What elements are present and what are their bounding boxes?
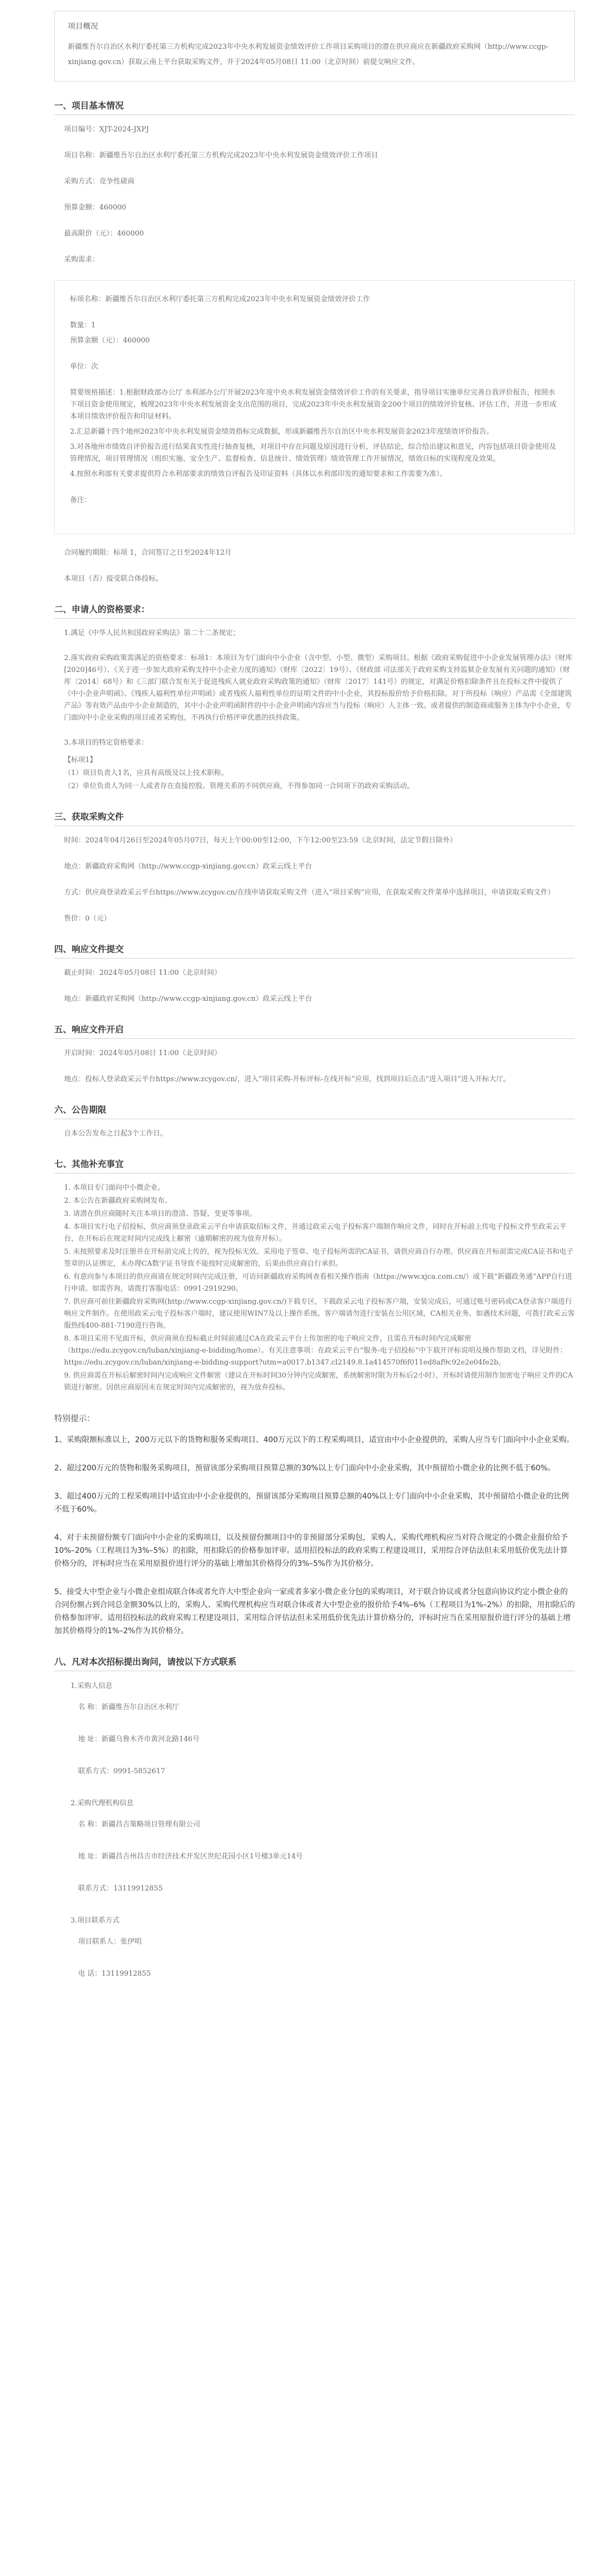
qualification-item: 【标项1】 (64, 756, 97, 764)
project-number: 项目编号：XJT-2024-JXPJ (64, 125, 149, 134)
special-notice-item: 2、超过200万元的货物和服务采购项目，预留该部分采购项目预算总额的30%以上专门面向中小企业采购，其中预留给小微企业的比例不低于60%。 (54, 1464, 555, 1473)
qualification-item: （2）单位负责人为同一人或者存在直接控股、管理关系的不同供应商，不得参加同一合同项下的政府采购活动。 (64, 782, 414, 790)
package-target: 标项名称：新疆维吾尔自治区水利厅委托第三方机构完成2023年中央水利发展资金绩效评价工作 (70, 295, 370, 303)
other-matter-item: 1. 本项目专门面向中小微企业。 (64, 1184, 165, 1192)
other-matter-item: 3. 请潜在供应商随时关注本项目的澄清、答疑、变更等事项。 (64, 1210, 257, 1218)
agency-address: 地 址：新疆昌吉州昌吉市经济技术开发区世纪花园小区1号楼3单元14号 (78, 1852, 303, 1861)
divider (54, 1038, 575, 1039)
submit-place: 地点：新疆政府采购网（http://www.ccgp-xinjiang.gov.cn）政采云线上平台 (64, 995, 312, 1003)
agency-phone: 联系方式：13119912855 (78, 1885, 163, 1893)
agency-name: 名 称：新疆昌吉策略项目管理有限公司 (78, 1820, 201, 1829)
open-place: 地点：投标人登录政采云平台https://www.zcygov.cn/，进入“项目采购-开标评标-在线开标”应用，找到项目后点击“进入项目”进入开标大厅。 (64, 1075, 510, 1083)
package-unit: 单位：次 (70, 363, 99, 371)
package-box (54, 280, 575, 534)
special-notice-title: 特别提示： (54, 1413, 95, 1423)
announcement-page (54, 11, 575, 2000)
get-doc-time: 时间：2024年04月26日至2024年05月07日，每天上午00:00至12:00，下午12:00至23:59（北京时间，法定节假日除外） (64, 836, 457, 845)
contract-period: 合同履约期限：标项 1，合同签订之日至2024年12月 (64, 549, 232, 557)
other-matter-item: 2. 本公告在新疆政府采购网发布。 (64, 1197, 172, 1205)
notice-period: 自本公告发布之日起3个工作日。 (64, 1130, 168, 1138)
package-brief-2: 2.汇总新疆十四个地州2023年中央水利发展资金绩效指标完成数据，形成新疆维吾尔自治区中央水利发展资金2023年度绩效评价报告。 (70, 428, 494, 436)
other-matter-item: 5. 未按照要求及时注册并在开标前完成上传的，视为投标无效。采用电子签章、电子投标所需的CA证书，请供应商自行办理。供应商在开标前需完成CA证书和电子签章的认证绑定，未办理CA数字证书导致不能按时完成解密的，后果由供应商自行承担。 (64, 1248, 574, 1268)
get-doc-place: 地点：新疆政府采购网（http://www.ccgp-xinjiang.gov.cn）政采云线上平台 (64, 862, 312, 871)
get-doc-price: 售价：0（元） (64, 915, 111, 923)
special-notice-item: 3、超过400万元的工程采购项目中适宜由中小企业提供的，预留该部分采购项目预算总额的40%以上专门面向中小企业采购，其中预留给小微企业的比例不低于60%。 (54, 1492, 569, 1514)
other-matter-item: 9. 供应商需在开标后解密时间内完成响应文件解密（建议在开标时间30分钟内完成解密，系统解密时限为开标后2小时），开标时请使用制作加密电子响应文件的CA锁进行解密。因供应商原因未在规定时间内完成解密的，视为放弃投标。 (64, 1372, 573, 1392)
overview-title: 项目概况 (68, 22, 98, 31)
purchaser-phone: 联系方式：0991-5852617 (78, 1767, 165, 1775)
project-contact-person: 项目联系人：张伊明 (78, 1938, 142, 1946)
divider (54, 958, 575, 959)
section-heading-submit: 四、响应文件提交 (54, 944, 124, 954)
project-name: 项目名称：新疆维吾尔自治区水利厅委托第三方机构完成2023年中央水利发展资金绩效评价工作项目 (64, 151, 379, 160)
section-heading-other-matters: 七、其他补充事宜 (54, 1159, 124, 1169)
other-matter-item: 6. 有意向参与本项目的供应商请在规定时间内完成注册，可访问新疆政府采购网查看相关操作指南（https://www.xjca.com.cn/）或下载“新疆政务通”APP自行进行申请。如需咨询，请拨打客服电话：0991-2919290。 (64, 1273, 572, 1293)
package-budget: 预算金额（元）：460000 (70, 337, 150, 345)
section-heading-get-documents: 三、获取采购文件 (54, 811, 124, 822)
project-contact-label: 3.项目联系方式 (71, 1917, 120, 1925)
package-brief-4: 4.按照水利部有关要求提供符合水利部要求的绩效自评报告及印证资料（具体以水利部印发的通知要求和工作需要为准）。 (70, 470, 447, 478)
special-notice-item: 5、接受大中型企业与小微企业组成联合体或者允许大中型企业向一家或者多家小微企业分包的采购项目，对于联合协议或者分包意向协议约定小微企业的合同份额占到合同总金额30%以上的，采购人、采购代理机构应当对联合体或者大中型企业的报价给予4%–6%（工程项目为1%–2%）的扣除，用扣除后的价格参加评审。适用招投标法的政府采购工程建设项目，采用综合评估法但未采用低价优先法计算价格分的，评标时应当在采用原报价进行评分的基础上增加其价格得分的1%–2%作为其价格分。 (54, 1588, 575, 1635)
purchaser-info-label: 1.采购人信息 (71, 1682, 113, 1690)
qualification-item: （1）项目负责人1名，应具有高级及以上技术职称。 (64, 769, 228, 777)
special-notice-item: 4、对于未预留份额专门面向中小企业的采购项目，以及预留份额项目中的非预留部分采购包，采购人、采购代理机构应当对符合规定的小微企业报价给予10%–20%（工程项目为3%–5%）的扣除，用扣除后的价格参加评审。适用招投标法的政府采购工程建设项目，采用综合评估法但未采用低价优先法计算价格分的，评标时应当在采用原报价进行评分的基础上增加其价格得分的3%–5%作为其价格分。 (54, 1533, 568, 1568)
purchaser-address: 地 址：新疆乌鲁木齐市黄河北路146号 (78, 1735, 200, 1743)
agency-info-label: 2.采购代理机构信息 (71, 1799, 134, 1807)
project-contact-phone: 电 话：13119912855 (78, 1970, 151, 1978)
procurement-requirement: 采购需求： (64, 256, 100, 264)
section-heading-notice-period: 六、公告期限 (54, 1105, 107, 1115)
section-heading-contact: 八、凡对本次招标提出询问，请按以下方式联系 (54, 1657, 237, 1667)
submit-deadline: 截止时间：2024年05月08日 11:00（北京时间） (64, 969, 221, 977)
section-heading-qualification: 二、申请人的资格要求： (54, 604, 150, 614)
other-matter-item: 4. 本项目实行电子招投标，供应商须登录政采云平台申请获取招标文件，并通过政采云电子投标客户端制作响应文件，同时在开标前上传电子投标文件至政采云平台，在开标后在规定时间内完成线上解密（逾期解密的视为放弃开标）。 (64, 1223, 567, 1243)
package-remark: 备注： (70, 496, 92, 504)
qualification-item: 1.满足《中华人民共和国政府采购法》第二十二条规定； (64, 629, 240, 637)
open-time: 开启时间：2024年05月08日 11:00（北京时间） (64, 1049, 221, 1057)
divider (54, 618, 575, 619)
budget-amount: 预算金额：460000 (64, 204, 126, 212)
special-notice-item: 1、采购限额标准以上，200万元以下的货物和服务采购项目、400万元以下的工程采购项目，适宜由中小企业提供的，采购人应当专门面向中小企业采购。 (54, 1436, 574, 1444)
package-qty: 数量：1 (70, 321, 96, 329)
project-overview-box (54, 11, 575, 81)
qualification-item: 3.本项目的特定资格要求： (64, 739, 149, 747)
qualification-item: 2.落实政府采购政策需满足的资格要求：标项1：本项目为专门面向中小企业（含中型、小型、微型）采购项目。根据《政府采购促进中小企业发展管理办法》（财库[2020]46号）、《关于进一步加大政府采购支持中小企业力度的通知》（财库〔2022〕19号）、《财政部 司法部关于政府采购支持监狱企业发展有关问题的通知》（财库〔2014〕68号）和《三部门联合发布关于促进残疾人就业政府采购政策的通知》（财库〔2017〕141号）的规定，对满足价格扣除条件且在投标文件中提供了《中小企业声明函》、《残疾人福利性单位声明函》或者残疾人福利性单位的证明文件的中小企业，其投标报价给予价格扣除。对于所投标（响应）产品需《全部建筑产品》等有效产品由中小企业制造的，其中小企业声明函附件的中小企业声明函内容应当与投标（响应）人主体一致。或者提供的制造商或服务主体为中小企业，专门面向中小企业采购的项目或者采购包，不再执行价格评审优惠的扶持政策。 (64, 654, 573, 722)
package-brief-1: 简要规格描述：1.根据财政部办公厅 水利部办公厅开展2023年度中央水利发展资金绩效评价工作的有关要求，指导项目实施单位完善自我评价报告，按照水下项目资金使用规定，梳理2023年中央水利发展资金支出范围的项目，完成2023年中央水利发展资金200个项目的绩效评价复核、评估工作，并进一步形成本项目绩效评价报告和印证材料。 (70, 389, 556, 421)
package-brief-3: 3.对各地州市绩效自评价报告进行结果真实性进行抽查复核，对项目中存在问题及原因进行分析，评估结论，综合给出建议和意见，内容包括项目资金使用及管理情况，项目管理情况（组织实施、安全生产、监督检查、信息统计、绩效管理）绩效管理工作开展情况，绩效目标的实现程度及效果。 (70, 443, 556, 463)
procurement-method: 采购方式：竞争性磋商 (64, 177, 135, 186)
section-heading-opening: 五、响应文件开启 (54, 1024, 124, 1035)
purchaser-name: 名 称：新疆维吾尔自治区水利厅 (78, 1703, 180, 1711)
get-doc-method: 方式：供应商登录政采云平台https://www.zcygov.cn/在线申请获取采购文件（进入“项目采购”应用，在获取采购文件菜单中选择项目，申请获取采购文件） (64, 889, 555, 897)
other-matter-item: 7. 供应商可前往新疆政府采购网(http://www.ccgp-xinjiang.gov.cn/)下载专区，下载政采云电子投标客户端，安装完成后，可通过账号密码或CA登录客户端进行响应文件制作。在使用政采云电子投标客户端时，建议使用WIN7及以上操作系统。客户端请勿进行安装在公用区域，CA相关业务、如遇技术问题，可拨打政采云客服热线400-881-7190进行咨询。 (64, 1298, 575, 1330)
section-heading-basic-info: 一、项目基本情况 (54, 100, 124, 111)
max-price: 最高限价（元）：460000 (64, 230, 144, 238)
overview-text: 新疆维吾尔自治区水利厅委托第三方机构完成2023年中央水利发展资金绩效评价工作项目采购项目的潜在供应商应在新疆政府采购网（http://www.ccgp-xinjiang.gov.cn）获取云南上平台获取采购文件，并于2024年05月08日 11:00（北京时间）前提交响应文件。 (68, 43, 548, 66)
other-matter-item: 8. 本项目采用不见面开标，供应商须在投标截止时间前通过CA在政采云平台上传加密的电子响应文件，且需在开标时间内完成解密（https://edu.zcygov.cn/luban/xinjiang-e-bidding/home）。有关注意事项：在政采云平台“服务-电子招投标”中下载开评标说明及操作帮助文档，详见附件：https://edu.zcygov.cn/luban/xinjiang-e-bidding-support?utm=a0017.b1347.cl2149.8.1a414570f6f011ed8af9c92e2e04fe2b。 (64, 1335, 567, 1367)
joint-bid: 本项目（否）接受联合体投标。 (64, 575, 163, 583)
